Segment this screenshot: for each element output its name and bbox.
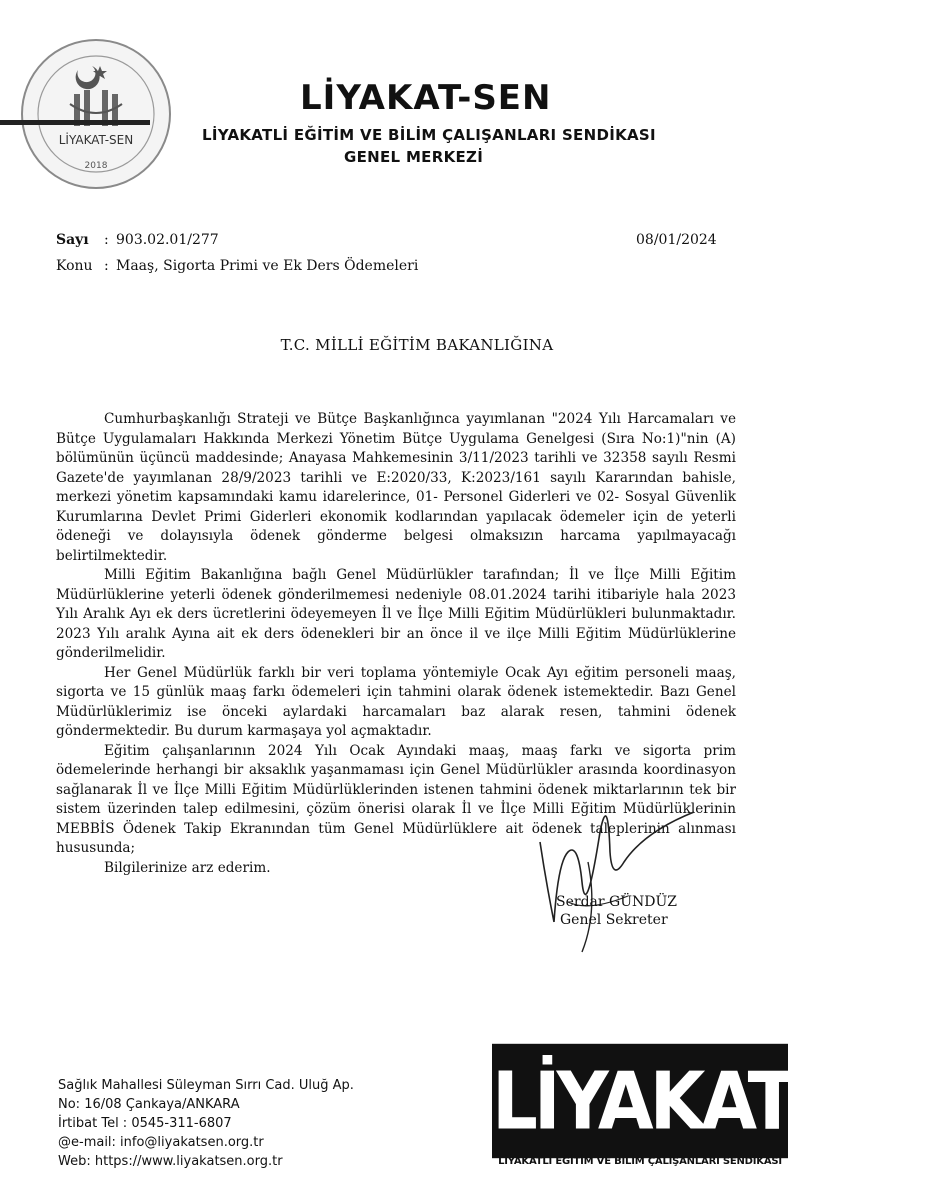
email-line: @e-mail: info@liyakatsen.org.tr (58, 1135, 264, 1150)
handwritten-signature (528, 802, 728, 952)
org-short-name: LİYAKAT-SEN (300, 78, 552, 118)
phone-line: İrtibat Tel : 0545-311-6807 (58, 1116, 232, 1131)
footer-logo-tagline: LİYAKATLI EĞİTİM VE BİLİM ÇALIŞANLARI SENDİKASI (498, 1156, 782, 1167)
document-date: 08/01/2024 (636, 232, 717, 248)
body-closing: Bilgilerinize arz ederim. (104, 859, 271, 876)
footer-logo: LİYAKATSEN (492, 1044, 788, 1158)
web-line: Web: https://www.liyakatsen.org.tr (58, 1154, 283, 1169)
body-paragraph: Cumhurbaşkanlığı Strateji ve Bütçe Başkanlığınca yayımlanan "2024 Yılı Harcamaları ve Bütçe Uygulamaları Hakkında Merkezi Yönetim Bütçe Uygulama Genelgesi (Sıra No:1)"nin (A) bölümünün üçüncü maddesinde; Anayasa Mahkemesinin 3/11/2023 tarihli ve 32358 sayılı Resmi Gazete'de yayımlanan 28/9/2023 tarihli ve E:2020/33, K:2023/161 sayılı Kararından bahisle, merkezi yönetim kapsamındaki kamu idarelerince, 01- Personel Giderleri ve 02- Sosyal Güvenlik Kurumlarına Devlet Primi Giderleri ekonomik kodlarından yapılacak ödemeler için de yeterli ödeneği ve dolayısıyla ödenek gönderme belgesi olmaksızın harcama yapılmayacağı belirtilmektedir. (56, 411, 736, 564)
header-rule (0, 120, 150, 125)
reference-number: 903.02.01/277 (116, 232, 219, 248)
union-seal-logo (18, 36, 174, 192)
seal-text: LİYAKAT-SEN (58, 133, 134, 147)
reference-label: Sayı (56, 232, 89, 248)
signer-name: Serdar GÜNDÜZ (556, 894, 678, 910)
recipient: T.C. MİLLİ EĞİTİM BAKANLIĞINA (280, 336, 554, 354)
footer-contact (58, 1076, 478, 1171)
colon: : (104, 258, 109, 274)
seal-year: 2018 (84, 161, 108, 171)
org-headquarters: GENEL MERKEZİ (344, 148, 484, 166)
reference-number-row (56, 232, 219, 248)
address-line-2: No: 16/08 Çankaya/ANKARA (58, 1097, 240, 1112)
body-paragraph: Eğitim çalışanlarının 2024 Yılı Ocak Ayındaki maaş, maaş farkı ve sigorta prim ödemelerinde herhangi bir aksaklık yaşanmaması için Genel Müdürlükler arasında koordinasyon sağlanarak İl ve İlçe Milli Eğitim Müdürlüklerinden istenen tahmini ödenek miktarlarının tek bir sistem üzerinden talep edilmesini, çözüm önerisi olarak İl ve İlçe Milli Eğitim Müdürlüklerinin MEBBİS Ödenek Takip Ekranından tüm Genel Müdürlüklere ait ödenek taleplerinin alınması hususunda; (56, 742, 736, 856)
org-full-name: LİYAKATLİ EĞİTİM VE BİLİM ÇALIŞANLARI SENDİKASI (202, 126, 656, 144)
subject-label: Konu (56, 258, 93, 274)
signer-title: Genel Sekreter (560, 912, 668, 928)
subject-value: Maaş, Sigorta Primi ve Ek Ders Ödemeleri (116, 258, 419, 274)
body-paragraph: Her Genel Müdürlük farklı bir veri toplama yöntemiyle Ocak Ayı eğitim personeli maaş, sigorta ve 15 günlük maaş farkı ödemeleri için tahmini olarak ödenek istemektedir. Bazı Genel Müdürlüklerimiz ise önceki aylardaki harcamaları baz alarak resen, tahmini ödenek göndermektedir. Bu durum karmaşaya yol açmaktadır. (56, 664, 736, 739)
colon: : (104, 232, 109, 248)
body-paragraph: Milli Eğitim Bakanlığına bağlı Genel Müdürlükler tarafından; İl ve İlçe Milli Eğitim Müdürlüklerine yeterli ödenek gönderilmemesi nedeniyle 08.01.2024 tarihi itibariyle hala 2023 Yılı Aralık Ayı ek ders ücretlerini ödeyemeyen İl ve İlçe Milli Eğitim Müdürlükleri bulunmaktadır. 2023 Yılı aralık Ayına ait ek ders ödenekleri bir an önce il ve ilçe Milli Eğitim Müdürlüklerine gönderilmelidir. (56, 567, 736, 661)
subject-row (56, 258, 418, 274)
address-line-1: Sağlık Mahallesi Süleyman Sırrı Cad. Uluğ Ap. (58, 1078, 354, 1093)
